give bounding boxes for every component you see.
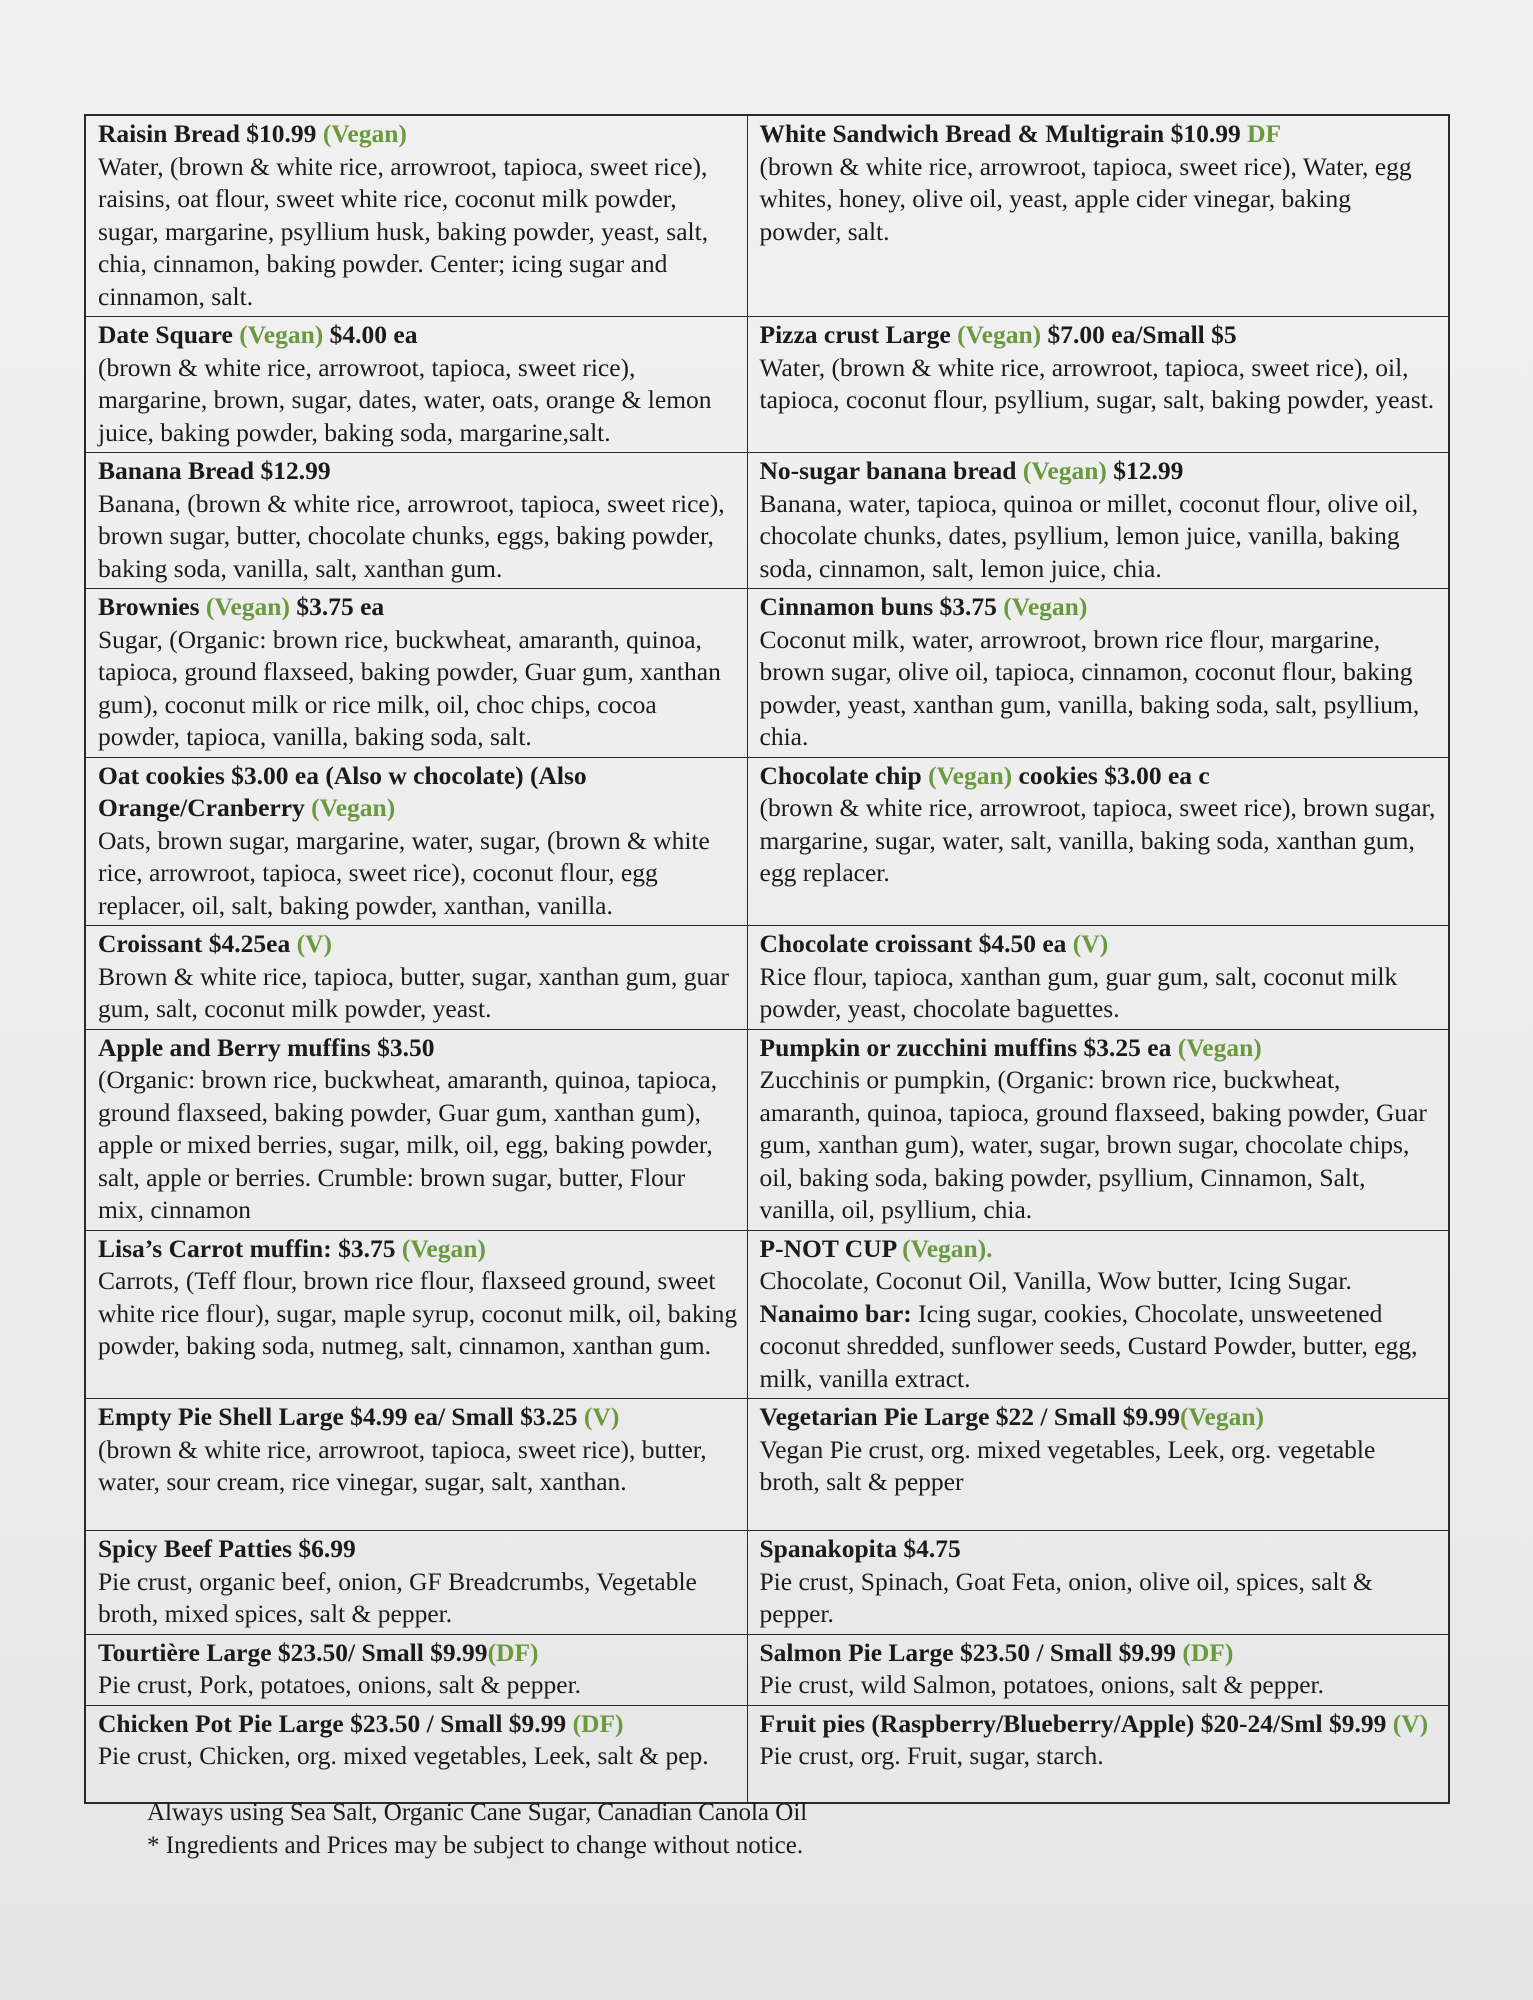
menu-item-title: [98, 592, 384, 621]
item-name-price: Apple and Berry muffins $3.50: [98, 1032, 435, 1062]
menu-item-cell: [85, 757, 747, 926]
menu-row: [85, 1634, 1449, 1705]
menu-item-title: [760, 1534, 961, 1563]
diet-tag: (Vegan): [205, 592, 290, 621]
menu-item-cell: [85, 1029, 747, 1230]
menu-row: [85, 115, 1449, 317]
item-name-price: $12.99: [1106, 456, 1184, 485]
menu-item-ingredients: (Organic: brown rice, buckwheat, amaranth, quinoa, tapioca, ground flaxseed, baking powder, Guar gum, xanthan gum), apple or mixed berries, sugar, milk, oil, egg, baking powder, salt, apple or berries. Crumble: brown sugar, butter, Flour mix, cinnamon: [98, 1065, 718, 1224]
menu-item-cell: [85, 453, 747, 589]
menu-row: [85, 1705, 1449, 1803]
menu-item-ingredients: Pie crust, org. Fruit, sugar, starch.: [759, 1741, 1104, 1770]
menu-item-ingredients: Water, (brown & white rice, arrowroot, tapioca, sweet rice), oil, tapioca, coconut flour, psyllium, sugar, salt, baking powder, yeast.: [759, 352, 1435, 414]
menu-item-cell: [747, 1399, 1449, 1531]
diet-tag: (V): [1392, 1708, 1429, 1738]
item-name-price: Chicken Pot Pie Large $23.50 / Small $9.99: [98, 1708, 573, 1738]
menu-item-cell: [747, 317, 1449, 453]
diet-tag: (Vegan): [928, 760, 1013, 790]
menu-row: [85, 1531, 1449, 1635]
menu-row: [85, 453, 1449, 589]
menu-item-title: [760, 1033, 1262, 1062]
diet-tag: (Vegan): [1003, 592, 1088, 621]
menu-item-ingredients: (brown & white rice, arrowroot, tapioca, sweet rice), margarine, brown, sugar, dates, water, oats, orange & lemon juice, baking powder, baking soda, margarine,salt.: [98, 352, 712, 447]
item-name-price: Chocolate croissant $4.50 ea: [759, 929, 1073, 958]
diet-tag: (DF): [487, 1637, 539, 1667]
item-name-price: cookies $3.00 ea c: [1012, 760, 1210, 790]
menu-sheet: [84, 114, 1448, 1804]
footer-line-disclaimer: * Ingredients and Prices may be subject to change without notice.: [147, 1832, 804, 1859]
item-name-price: Brownies: [98, 592, 206, 621]
menu-item-cell: [85, 589, 747, 758]
menu-item-cell: [85, 1230, 747, 1399]
item-name-price: $4.00 ea: [323, 320, 418, 349]
menu-item-title: [760, 456, 1184, 485]
menu-item-cell: [747, 1029, 1449, 1230]
menu-row: [85, 1230, 1449, 1399]
menu-item-ingredients: Brown & white rice, tapioca, butter, sugar, xanthan gum, guar gum, salt, coconut milk powder, yeast.: [98, 961, 730, 1023]
menu-item-title: [98, 1033, 434, 1062]
footer-notes: [147, 1796, 807, 1862]
menu-item-ingredients: Pie crust, organic beef, onion, GF Breadcrumbs, Vegetable broth, mixed spices, salt & pepper.: [98, 1566, 697, 1628]
item-name-price: White Sandwich Bread & Multigrain $10.99: [759, 119, 1248, 148]
diet-tag: (V): [1072, 929, 1109, 958]
menu-item-title: [98, 1638, 539, 1667]
menu-item-title: [98, 761, 587, 823]
item-name-price: Croissant $4.25ea: [98, 929, 297, 958]
menu-item-cell: [747, 1531, 1449, 1635]
item-name-price: Cinnamon buns $3.75: [759, 592, 1004, 621]
menu-item-cell: [85, 1399, 747, 1531]
item-name-price: Empty Pie Shell Large $4.99 ea/ Small $3.25: [98, 1402, 584, 1431]
menu-item-ingredients: Pie crust, Spinach, Goat Feta, onion, olive oil, spices, salt & pepper.: [759, 1566, 1373, 1628]
menu-item-cell: [85, 1634, 747, 1705]
menu-item-ingredients: Sugar, (Organic: brown rice, buckwheat, amaranth, quinoa, tapioca, ground flaxseed, baking powder, Guar gum, xanthan gum), coconut milk or rice milk, oil, choc chips, cocoa powder, tapioca, vanilla, baking soda, salt.: [98, 624, 721, 751]
menu-item-title: [760, 119, 1282, 148]
sub-item-title: Nanaimo bar:: [759, 1298, 912, 1328]
item-name-price: Oat cookies $3.00 ea (Also w chocolate) (Also Orange/Cranberry: [98, 760, 587, 822]
menu-row: [85, 1029, 1449, 1230]
diet-tag: (Vegan): [957, 320, 1042, 349]
menu-item-title: [98, 1534, 356, 1563]
item-name-price: Spanakopita $4.75: [759, 1534, 961, 1563]
menu-item-title: [98, 1402, 619, 1431]
diet-tag: (Vegan): [401, 1233, 486, 1263]
item-name-price: No-sugar banana bread: [759, 456, 1023, 485]
menu-item-cell: [747, 1634, 1449, 1705]
menu-table: [84, 114, 1450, 1804]
item-name-price: $3.75 ea: [289, 592, 385, 621]
diet-tag: (DF): [1182, 1637, 1234, 1667]
menu-item-ingredients: (brown & white rice, arrowroot, tapioca, sweet rice), butter, water, sour cream, rice vinegar, sugar, salt, xanthan.: [98, 1434, 707, 1496]
menu-item-cell: [747, 115, 1449, 317]
menu-item-cell: [747, 1705, 1449, 1803]
menu-row: [85, 757, 1449, 926]
menu-item-ingredients: Pie crust, Pork, potatoes, onions, salt & pepper.: [98, 1670, 582, 1699]
menu-item-cell: [85, 1705, 747, 1803]
item-name-price: Pumpkin or zucchini muffins $3.25 ea: [759, 1032, 1178, 1062]
menu-item-title: [98, 1234, 486, 1263]
diet-tag: (Vegan): [311, 793, 396, 822]
diet-tag: (Vegan): [1179, 1402, 1265, 1431]
menu-item-ingredients: (brown & white rice, arrowroot, tapioca, sweet rice), brown sugar, margarine, sugar, water, salt, vanilla, baking soda, xanthan gum, egg replacer.: [759, 793, 1436, 887]
diet-tag: (Vegan): [322, 119, 407, 148]
menu-item-title: [760, 1402, 1265, 1431]
sub-item-ingredients: Icing sugar, cookies, Chocolate, unsweetened coconut shredded, sunflower seeds, Custard Powder, butter, egg, milk, vanilla extract.: [759, 1298, 1418, 1393]
menu-item-cell: [747, 757, 1449, 926]
menu-item-ingredients: Pie crust, wild Salmon, potatoes, onions, salt & pepper.: [759, 1670, 1324, 1699]
menu-row: [85, 589, 1449, 758]
item-name-price: Pizza crust Large: [759, 320, 958, 349]
diet-tag: (Vegan).: [902, 1233, 993, 1263]
item-name-price: Raisin Bread $10.99: [98, 119, 323, 148]
menu-item-title: [760, 1234, 993, 1263]
menu-item-title: [760, 1638, 1234, 1667]
item-name-price: Date Square: [98, 320, 240, 349]
menu-item-title: [98, 1709, 624, 1738]
item-name-price: P-NOT CUP: [759, 1233, 903, 1263]
menu-item-title: [760, 1709, 1429, 1738]
item-name-price: Vegetarian Pie Large $22 / Small $9.99: [759, 1402, 1180, 1431]
item-name-price: $7.00 ea/Small $5: [1041, 320, 1237, 349]
menu-item-ingredients: (brown & white rice, arrowroot, tapioca, sweet rice), Water, egg whites, honey, olive oil, yeast, apple cider vinegar, baking powder, salt.: [759, 151, 1412, 246]
menu-table-body: [85, 115, 1449, 1803]
menu-item-ingredients: Water, (brown & white rice, arrowroot, tapioca, sweet rice), raisins, oat flour, sweet white rice, coconut milk powder, sugar, margarine, psyllium husk, baking powder, yeast, salt, chia, cinnamon, baking powder. Center; icing sugar and cinnamon, salt.: [98, 151, 709, 311]
menu-item-cell: [747, 1230, 1449, 1399]
menu-item-cell: [85, 1531, 747, 1635]
menu-item-title: [760, 592, 1088, 621]
item-name-price: Chocolate chip: [759, 760, 929, 790]
menu-item-title: [98, 456, 331, 485]
diet-tag: (V): [296, 929, 332, 958]
diet-tag: (V): [583, 1402, 620, 1431]
diet-tag: (Vegan): [239, 320, 324, 349]
menu-item-ingredients: Zucchinis or pumpkin, (Organic: brown rice, buckwheat, amaranth, quinoa, tapioca, ground flaxseed, baking powder, Guar gum, xanthan gum), water, sugar, brown sugar, chocolate chips, oil, baking soda, baking powder, psyllium, Cinnamon, Salt, vanilla, oil, psyllium, chia.: [759, 1065, 1427, 1224]
menu-item-ingredients: Pie crust, Chicken, org. mixed vegetables, Leek, salt & pep.: [98, 1741, 709, 1770]
menu-item-title: [98, 320, 417, 349]
menu-item-cell: [747, 926, 1449, 1030]
item-name-price: Banana Bread $12.99: [98, 456, 331, 485]
diet-tag: (Vegan): [1022, 456, 1107, 485]
item-name-price: Spicy Beef Patties $6.99: [98, 1534, 356, 1563]
item-name-price: Salmon Pie Large $23.50 / Small $9.99: [759, 1637, 1183, 1667]
menu-item-title: [98, 929, 332, 958]
menu-row: [85, 1399, 1449, 1531]
menu-item-cell: [85, 926, 747, 1030]
menu-item-ingredients: Coconut milk, water, arrowroot, brown rice flour, margarine, brown sugar, olive oil, tapioca, cinnamon, coconut flour, baking powder, yeast, xanthan gum, vanilla, baking soda, salt, psyllium, chia.: [759, 624, 1420, 751]
menu-item-ingredients: Chocolate, Coconut Oil, Vanilla, Wow butter, Icing Sugar.: [759, 1266, 1352, 1295]
menu-item-ingredients: Vegan Pie crust, org. mixed vegetables, Leek, org. vegetable broth, salt & pepper: [759, 1434, 1376, 1496]
menu-item-ingredients: Banana, (brown & white rice, arrowroot, tapioca, sweet rice), brown sugar, butter, chocolate chunks, eggs, baking powder, baking soda, vanilla, salt, xanthan gum.: [98, 488, 725, 583]
menu-item-title: [98, 119, 407, 148]
diet-tag: (DF): [572, 1708, 624, 1738]
menu-item-ingredients: Oats, brown sugar, margarine, water, sugar, (brown & white rice, arrowroot, tapioca, sweet rice), coconut flour, egg replacer, oil, salt, baking powder, xanthan, vanilla.: [98, 825, 710, 920]
menu-item-ingredients: Carrots, (Teff flour, brown rice flour, flaxseed ground, sweet white rice flour), sugar, maple syrup, coconut milk, oil, baking powder, baking soda, nutmeg, salt, cinnamon, xanthan gum.: [98, 1266, 738, 1360]
menu-item-ingredients: Banana, water, tapioca, quinoa or millet, coconut flour, olive oil, chocolate chunks, dates, psyllium, lemon juice, vanilla, baking soda, cinnamon, salt, lemon juice, chia.: [759, 488, 1419, 583]
menu-item-ingredients: Rice flour, tapioca, xanthan gum, guar gum, salt, coconut milk powder, yeast, chocolate baguettes.: [759, 961, 1398, 1023]
item-name-price: Tourtière Large $23.50/ Small $9.99: [98, 1637, 488, 1667]
menu-row: [85, 926, 1449, 1030]
menu-item-title: [760, 761, 1210, 790]
diet-tag: DF: [1247, 119, 1282, 148]
footer-line-ingredients: Always using Sea Salt, Organic Cane Sugar, Canadian Canola Oil: [147, 1799, 808, 1826]
menu-item-cell: [85, 115, 747, 317]
menu-item-cell: [85, 317, 747, 453]
menu-row: [85, 317, 1449, 453]
menu-item-title: [760, 320, 1237, 349]
menu-item-cell: [747, 453, 1449, 589]
menu-item-title: [760, 929, 1109, 958]
menu-item-cell: [747, 589, 1449, 758]
diet-tag: (Vegan): [1177, 1032, 1262, 1062]
item-name-price: Lisa’s Carrot muffin: $3.75: [98, 1233, 402, 1263]
item-name-price: Fruit pies (Raspberry/Blueberry/Apple) $20-24/Sml $9.99: [759, 1708, 1393, 1738]
